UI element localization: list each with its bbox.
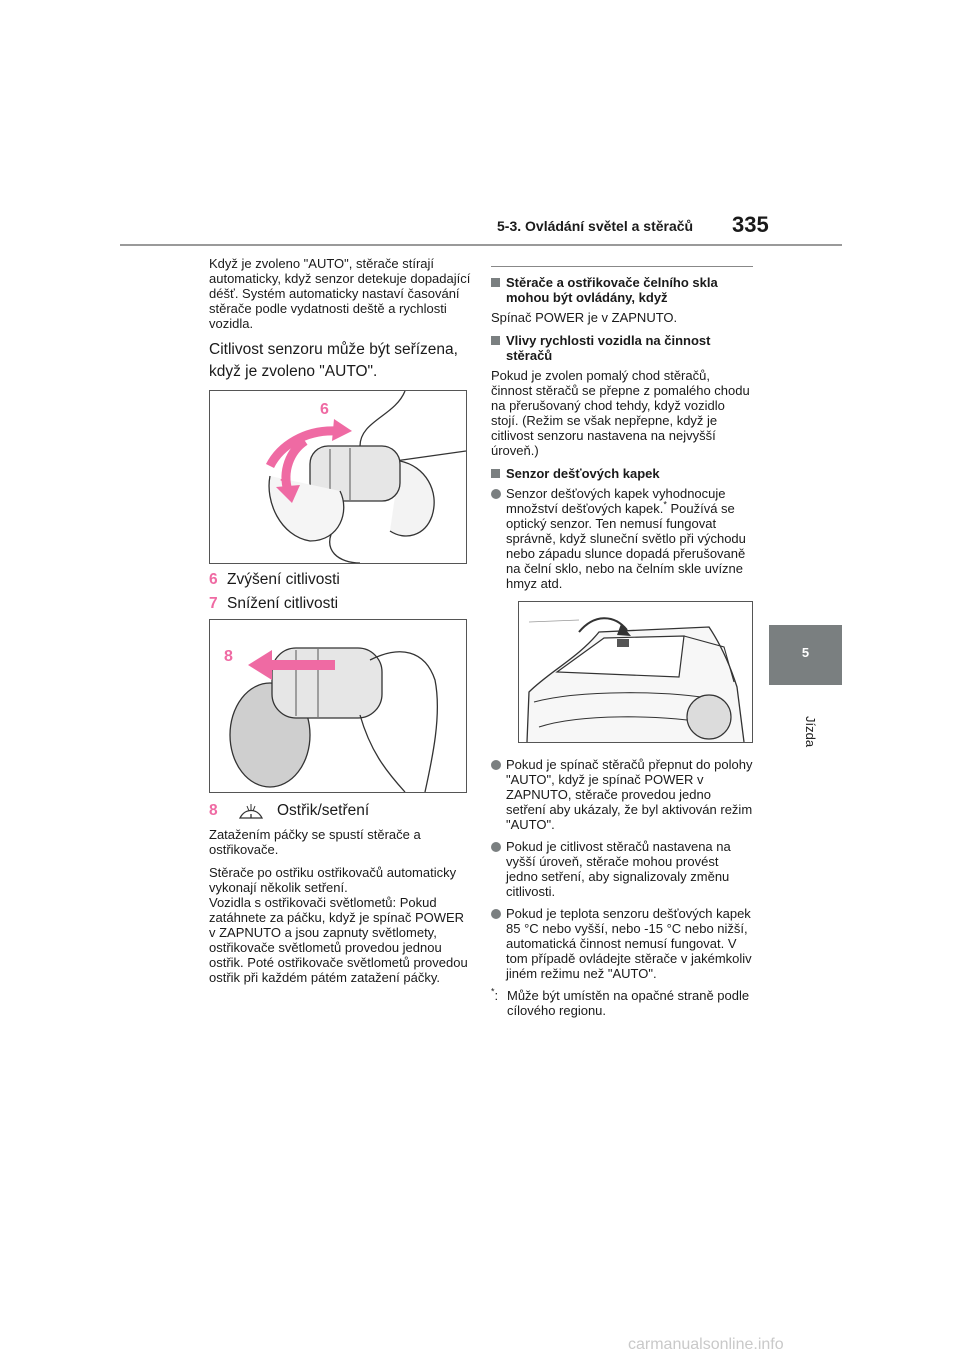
chapter-label: Jízda: [803, 716, 818, 748]
watermark: carmanualsonline.info: [628, 1336, 784, 1353]
washer-figure: [209, 619, 467, 793]
legend-number: 6: [209, 571, 218, 588]
left-column: [209, 256, 471, 993]
round-bullet-icon: [491, 760, 501, 770]
windshield-sensor-figure: [518, 601, 753, 743]
round-bullet-icon: [491, 842, 501, 852]
page-number: 335: [732, 212, 769, 237]
legend-number: 7: [209, 595, 218, 612]
round-bullet-icon: [491, 909, 501, 919]
hand-rotating-lever-illustration: [210, 391, 466, 563]
header-rule: [120, 244, 842, 246]
bullet-text-part: Používá se optický senzor. Ten nemusí fungovat správně, když sluneční světlo při východu nebo západu slunce dopadá přerušovaně na čelní sklo, nebo na čelním skle uvízne hmyz atd.: [506, 501, 746, 591]
speed-text: Pokud je zvolen pomalý chod stěračů, činnost stěračů se přepne z pomalého chodu na přerušovaný chod tehdy, když vozidlo stojí. (Režim se však nepřepne, když je citlivost senzoru nastavena na nejvyšší úroveň.): [491, 368, 750, 458]
footnote-asterisk: *: [491, 986, 495, 997]
bullet-text: Pokud je citlivost stěračů nastavena na vyšší úroveň, stěrače mohou provést jedno setření, aby signalizovaly změnu citlivosti.: [506, 839, 731, 899]
bullet-text: [506, 486, 753, 591]
round-bullet-icon: [491, 489, 501, 499]
bullet-auto-wipe: [491, 757, 753, 832]
washer-icon: [237, 802, 265, 820]
legend-text: Zvýšení citlivosti: [227, 571, 340, 588]
figure-label-increase: 6: [320, 401, 329, 418]
subheading-text: Vlivy rychlosti vozidla na činnost stěračů: [506, 333, 711, 363]
chapter-tab: 5: [769, 625, 842, 685]
section-rule: [491, 266, 753, 267]
operation-text: Spínač POWER je v ZAPNUTO.: [491, 310, 678, 325]
legend-item-washer: [209, 801, 471, 821]
footnote-ref: *: [663, 499, 667, 510]
hand-pulling-lever-illustration: [210, 620, 466, 792]
section-title: 5-3. Ovládání světel a stěračů: [497, 218, 694, 234]
legend-item-increase: [209, 570, 471, 590]
bullet-text-part: Senzor dešťových kapek vyhodnocuje množství dešťových kapek.: [506, 486, 726, 516]
legend-number: 8: [209, 802, 218, 819]
legend-item-decrease: [209, 594, 471, 614]
bullet-sensitivity-wipe: [491, 839, 753, 899]
washer-paragraph: Zatažením páčky se spustí stěrače a ostřikovače.: [209, 827, 421, 857]
bullet-temperature: [491, 906, 753, 981]
footnote-mark: [491, 988, 507, 1018]
intro-paragraph: Když je zvoleno "AUTO", stěrače stírají automaticky, když senzor detekuje dopadající déšť. Systém automaticky nastaví časování stěrače podle vydatnosti deště a rychlosti vozidla.: [209, 256, 471, 331]
subheading-text: Senzor dešťových kapek: [506, 466, 660, 481]
subheading-rain-sensor: [491, 466, 753, 481]
subheading-text: Stěrače a ostřikovače čelního skla mohou být ovládány, když: [506, 275, 718, 305]
bullet-rain-sensor: [491, 486, 753, 591]
bullet-text: Pokud je teplota senzoru dešťových kapek 85 °C nebo vyšší, nebo -15 °C nebo nižší, automatická činnost nemusí fungovat. V tom případě ovládejte stěrače v jakémkoliv jiném režimu než "AUTO".: [506, 906, 752, 981]
sensitivity-lead: Citlivost senzoru může být seřízena, když je zvoleno "AUTO".: [209, 341, 458, 380]
car-windshield-illustration: [519, 602, 752, 742]
figure-label-decrease: 7: [280, 477, 289, 494]
figure-label-washer: 8: [224, 648, 233, 665]
footnote: [491, 988, 753, 1018]
washer-auto-paragraph: Stěrače po ostřiku ostřikovačů automaticky vykonají několik setření.: [209, 865, 457, 895]
headlight-washer-paragraph: Vozidla s ostřikovači světlometů: Pokud zatáhnete za páčku, když je spínač POWER v ZAPNUTO a jsou zapnuty světlomety, ostřikovače světlometů provedou jednou ostřik. Poté ostřikovače světlometů provedou ostřik při každém pátém zatažení páčky.: [209, 895, 468, 985]
right-column: [491, 266, 753, 1018]
square-bullet-icon: [491, 278, 500, 287]
footnote-text: Může být umístěn na opačné straně podle cílového regionu.: [507, 988, 750, 1018]
subheading-operation: [491, 275, 753, 305]
square-bullet-icon: [491, 336, 500, 345]
subheading-speed: [491, 333, 753, 363]
bullet-text: Pokud je spínač stěračů přepnut do polohy "AUTO", když je spínač POWER v ZAPNUTO, stěrače provedou jedno setření aby ukázaly, že byl aktivován režim "AUTO".: [506, 757, 753, 832]
footnote-colon: :: [494, 988, 499, 1003]
legend-text: Ostřik/setření: [277, 802, 370, 819]
square-bullet-icon: [491, 469, 500, 478]
legend-text: Snížení citlivosti: [227, 595, 339, 612]
sensitivity-figure: [209, 390, 467, 564]
